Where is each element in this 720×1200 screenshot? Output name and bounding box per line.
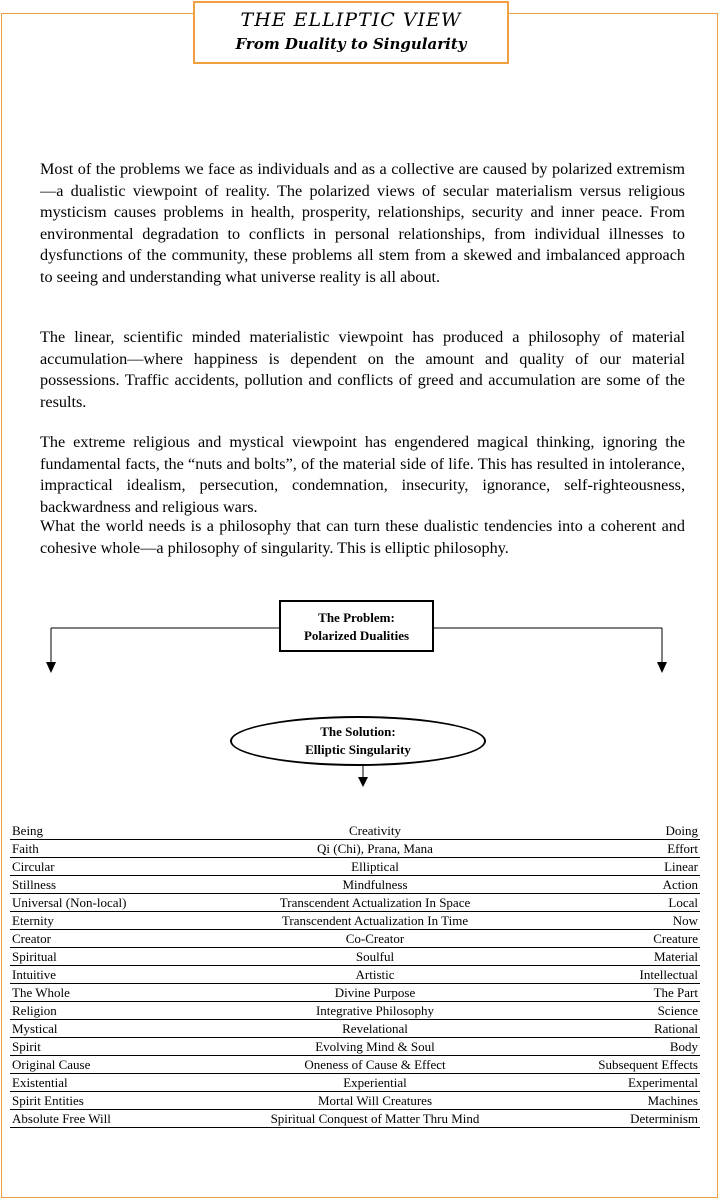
left-term: Stillness <box>10 876 224 894</box>
left-term: Spirit Entities <box>10 1092 224 1110</box>
left-term: Spirit <box>10 1038 224 1056</box>
right-term: Experimental <box>526 1074 700 1092</box>
right-term: Determinism <box>526 1110 700 1128</box>
left-term: Faith <box>10 840 224 858</box>
middle-term: Soulful <box>224 948 526 966</box>
dualities-table <box>10 822 700 1128</box>
right-term: The Part <box>526 984 700 1002</box>
table-row <box>10 1074 700 1092</box>
table-row <box>10 912 700 930</box>
table-row <box>10 1002 700 1020</box>
middle-term: Mortal Will Creatures <box>224 1092 526 1110</box>
paragraph-4: What the world needs is a philosophy that can turn these dualistic tendencies into a coherent and cohesive whole—a philosophy of singularity. This is elliptic philosophy. <box>40 517 685 557</box>
table-row <box>10 1038 700 1056</box>
right-term: Science <box>526 1002 700 1020</box>
paragraph-3: The extreme religious and mystical viewpoint has engendered magical thinking, ignoring the fundamental facts, the “nuts and bolts”, of the material side of life. This has resulted in intolerance, impractical idealism, persecution, condemnation, insecurity, ignorance, self-righteousness, backwardness and religious wars. <box>40 433 685 516</box>
paragraph-1: Most of the problems we face as individuals and as a collective are caused by polarized extremism—a dualistic viewpoint of reality. The polarized views of secular materialism versus religious mysticism causes problems in health, prosperity, relationships, security and inner peace. From environmental degradation to conflicts in personal relationships, from individual illnesses to dysfunctions of the community, these problems all stem from a skewed and imbalanced approach to seeing and understanding what universe reality is all about. <box>40 160 685 286</box>
middle-term: Integrative Philosophy <box>224 1002 526 1020</box>
middle-term: Experiential <box>224 1074 526 1092</box>
middle-term: Evolving Mind & Soul <box>224 1038 526 1056</box>
problem-label: The Problem: <box>318 610 395 625</box>
table-row <box>10 930 700 948</box>
table-row <box>10 1110 700 1128</box>
middle-term: Divine Purpose <box>224 984 526 1002</box>
table-row <box>10 966 700 984</box>
page-title: THE ELLIPTIC VIEW <box>240 9 462 31</box>
middle-term: Oneness of Cause & Effect <box>224 1056 526 1074</box>
table-row <box>10 1092 700 1110</box>
left-term: Eternity <box>10 912 224 930</box>
right-term: Now <box>526 912 700 930</box>
middle-term: Mindfulness <box>224 876 526 894</box>
left-term: Intuitive <box>10 966 224 984</box>
problem-text: Polarized Dualities <box>303 628 410 643</box>
right-arrow-icon <box>657 662 667 673</box>
page-subtitle: From Duality to Singularity <box>235 35 467 53</box>
left-arrow-icon <box>46 662 56 673</box>
right-term: Machines <box>526 1092 700 1110</box>
right-term: Rational <box>526 1020 700 1038</box>
problem-box <box>279 600 434 652</box>
left-term: Spiritual <box>10 948 224 966</box>
table-row <box>10 1056 700 1074</box>
left-term: Being <box>10 822 224 840</box>
right-term: Action <box>526 876 700 894</box>
right-term: Body <box>526 1038 700 1056</box>
table-row <box>10 876 700 894</box>
middle-term: Elliptical <box>224 858 526 876</box>
solution-text: Elliptic Singularity <box>305 742 411 757</box>
solution-label: The Solution: <box>320 724 396 739</box>
left-term: Existential <box>10 1074 224 1092</box>
paragraph-2: The linear, scientific minded materialistic viewpoint has produced a philosophy of material accumulation—where happiness is dependent on the amount and quality of our material possessions. Traffic accidents, pollution and conflicts of greed and accumulation are some of the results. <box>40 328 685 411</box>
table-row <box>10 858 700 876</box>
left-term: Circular <box>10 858 224 876</box>
right-term: Creature <box>526 930 700 948</box>
right-term: Doing <box>526 822 700 840</box>
left-term: Religion <box>10 1002 224 1020</box>
right-term: Material <box>526 948 700 966</box>
middle-term: Artistic <box>224 966 526 984</box>
middle-term: Transcendent Actualization In Time <box>224 912 526 930</box>
middle-term: Transcendent Actualization In Space <box>224 894 526 912</box>
left-term: Universal (Non-local) <box>10 894 224 912</box>
middle-term: Revelational <box>224 1020 526 1038</box>
table-row <box>10 894 700 912</box>
right-term: Effort <box>526 840 700 858</box>
table-row <box>10 822 700 840</box>
solution-ellipse <box>230 716 486 766</box>
middle-term: Spiritual Conquest of Matter Thru Mind <box>224 1110 526 1128</box>
right-term: Intellectual <box>526 966 700 984</box>
table-row <box>10 984 700 1002</box>
right-term: Linear <box>526 858 700 876</box>
left-term: Creator <box>10 930 224 948</box>
table-row <box>10 840 700 858</box>
middle-term: Qi (Chi), Prana, Mana <box>224 840 526 858</box>
middle-term: Co-Creator <box>224 930 526 948</box>
down-arrow-icon <box>358 777 368 787</box>
left-term: The Whole <box>10 984 224 1002</box>
table-row <box>10 1020 700 1038</box>
left-term: Absolute Free Will <box>10 1110 224 1128</box>
right-term: Subsequent Effects <box>526 1056 700 1074</box>
middle-term: Creativity <box>224 822 526 840</box>
left-term: Mystical <box>10 1020 224 1038</box>
left-term: Original Cause <box>10 1056 224 1074</box>
right-term: Local <box>526 894 700 912</box>
table-row <box>10 948 700 966</box>
